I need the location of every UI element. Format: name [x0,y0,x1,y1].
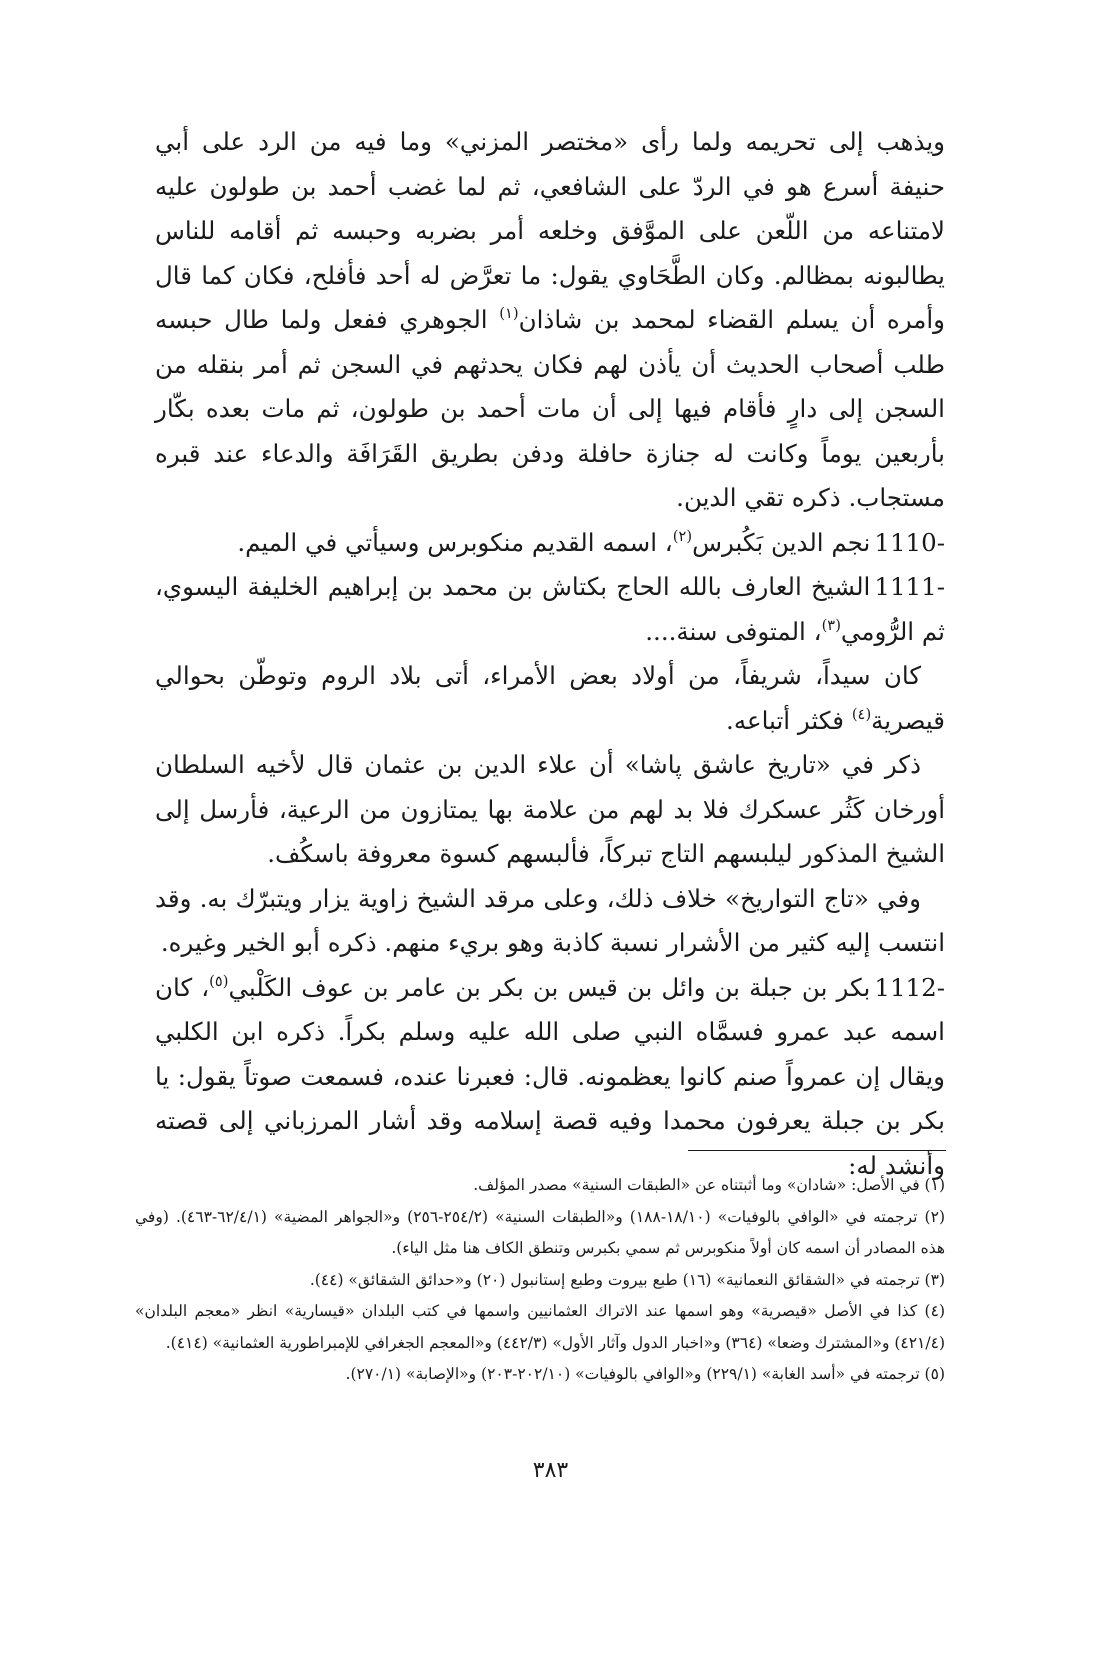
entry-heading: بكر بن جبلة بن وائل بن قيس بن بكر بن عامر بن عوف الكَلْبي [228,972,871,1002]
intro-text-rest: الجوهري ففعل ولما طال حبسه طلب أصحاب الحديث أن يأذن لهم فكان يحدثهم في السجن ثم أمر بنقله من السجن إلى دارٍ فأقام فيها إلى أن مات أحمد بن طولون، ثم مات بعده بكّار بأربعين يوماً وكانت له جنازة حافلة ودفن بطريق القَرَافَة والدعاء عند قبره مستجاب. ذكره تقي الدين. [155,305,945,512]
entry-heading: نجم الدين بَكُبرس [692,527,871,557]
main-text [155,120,945,1188]
footnote-2: (٢) ترجمته في «الوافي بالوفيات» (١٨/١٠-١٨٨) و«الطبقات السنية» (٢٥٤/٢-٢٥٦) و«الجواهر المضية» (٦٢/٤/١-٤٦٣). (وفي هذه المصادر أن اسمه كان أولاً منكوبرس ثم سمي بكبرس وتنطق الكاف هنا مثل الياء). [135,1207,945,1257]
footnote-4: (٤) كذا في الأصل «قيصرية» وهو اسمها عند الاتراك العثمانيين واسمها في كتب البلدان «قيسارية» انظر «معجم البلدان» (٤٢١/٤) و«المشترك وضعا» (٣٦٤) و«اخبار الدول وآثار الأول» (٤٤٢/٣) و«المعجم الجغرافي للإمبراطورية العثمانية» (٤١٤). [135,1302,945,1352]
footnotes [135,1170,945,1391]
entry-1111-paragraph-1 [155,654,945,743]
footnote-3: (٣) ترجمته في «الشقائق النعمانية» (١٦) طبع بيروت وطبع إستانبول (٢٠) و«حدائق الشقائق» (٤٤). [309,1270,945,1289]
entry-1111 [155,565,945,654]
entry-1111-paragraph-3: وفي «تاج التواريخ» خلاف ذلك، وعلى مرقد الشيخ زاوية يزار ويتبرّك به. وقد انتسب إليه كثير من الأشرار نسبة كاذبة وهو بريء منهم. ذكره أبو الخير وغيره. [155,883,945,957]
entry-1110 [155,521,945,566]
footnote-ref-4[interactable]: (٤) [851,705,872,723]
page-number: ٣٨٣ [532,1458,569,1483]
footnote-ref-2[interactable]: (٢) [672,527,693,545]
paragraph-text-rest: فكثر أتباعه. [726,705,852,735]
entry-1112 [155,966,945,1189]
footnote-1: (١) في الأصل: «شادان» وما أثبتناه عن «الطبقات السنية» مصدر المؤلف. [473,1176,945,1194]
paragraph-text: كان سيداً، شريفاً، من أولاد بعض الأمراء، أتى بلاد الروم وتوطّن بحوالي قيصرية [155,661,945,735]
entry-number: 1111- [874,572,945,601]
footnote-ref-3[interactable]: (٣) [821,616,841,634]
entry-number: 1112- [874,972,945,1002]
footnote-ref-1[interactable]: (١) [499,305,519,322]
entry-heading-rest: ، اسمه القديم منكوبرس وسيأتي في الميم. [237,527,673,557]
intro-text: ويذهب إلى تحريمه ولما رأى «مختصر المزني» وما فيه من الرد على أبي حنيفة أسرع هو في الردّ على الشافعي، ثم لما غضب أحمد بن طولون عليه لامتناعه من اللّعن على الموَّفق وخلعه أمر بضربه وحبسه ثم أقامه للناس يطالبونه بمظالم. وكان الطَّحَاوي يقول: ما تعرَّض له أحد فأفلح، فكان كما قال وأمره أن يسلم القضاء لمحمد بن شاذان [155,127,945,334]
footnote-separator [688,1150,946,1151]
entry-heading-rest: ، كان اسمه عبد عمرو فسمَّاه النبي صلى الله عليه وسلم بكراً. ذكره ابن الكلبي ويقال إن عمرواً صنم كانوا يعظمونه. قال: فعبرنا عنده، فسمعت صوتاً يقول: يا بكر بن جبلة يعرفون محمدا وفيه قصة إسلامه وقد أشار المرزباني إلى قصته وأنشد له: [155,972,945,1180]
footnote-ref-5[interactable]: (٥) [209,972,229,990]
footnote-5: (٥) ترجمته في «أسد الغابة» (٢٢٩/١) و«الوافي بالوفيات» (٢٠٢/١٠-٢٠٣) و«الإصابة» (٢٧٠/١). [345,1365,945,1383]
entry-heading-rest: ، المتوفى سنة.... [645,616,822,646]
entry-1111-paragraph-2: ذكر في «تاريخ عاشق پاشا» أن علاء الدين بن عثمان قال لأخيه السلطان أورخان كَثُر عسكرك فلا بد لهم من علامة بها يمتازون من الرعية، فأرسل إلى الشيخ المذكور ليلبسهم التاج تبركاً، فألبسهم كسوة معروفة باسكُف. [155,750,945,868]
entry-heading: الشيخ العارف بالله الحاج بكتاش بن محمد بن إبراهيم الخليفة اليسوي، ثم الرُّومي [155,572,945,646]
intro-paragraph [155,120,945,521]
entry-number: 1110- [874,527,945,557]
